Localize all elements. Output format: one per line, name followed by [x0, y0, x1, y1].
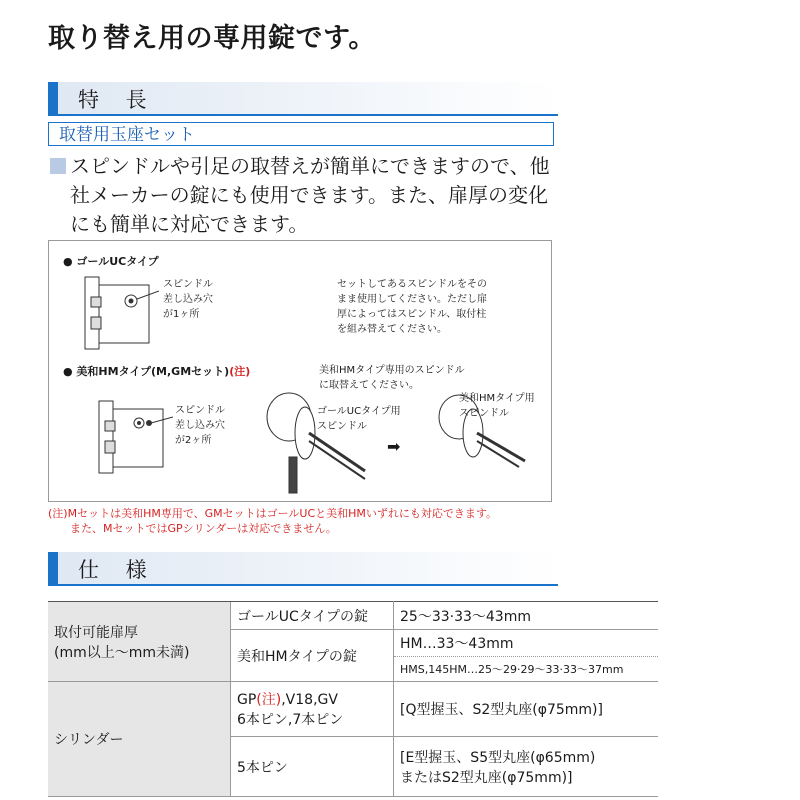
thickness-value-cell: HM…33〜43mm	[394, 630, 659, 657]
bullet-marker	[50, 158, 66, 174]
label-line: 美和HMタイプ用	[459, 393, 535, 404]
uc-lock-case-illustration	[79, 269, 159, 359]
cylinder-type-cell	[231, 682, 394, 737]
callout-line: スピンドル	[175, 405, 225, 416]
note-line: 美和HMタイプ専用のスピンドル	[319, 365, 465, 376]
cylinder-value-cell: [Q型握玉、S2型丸座(φ75mm)]	[394, 682, 659, 737]
hm-type-title-text: ● 美和HMタイプ(M,GMセット)	[63, 365, 230, 378]
cylinder-value-cell	[394, 737, 659, 797]
callout-line: 差し込み穴	[163, 294, 213, 305]
hm-type-title	[63, 363, 250, 379]
hm-lock-case-illustration	[93, 393, 173, 483]
note-line: まま使用してください。ただし扉	[337, 294, 487, 305]
specs-title: 仕 様	[78, 558, 157, 582]
callout-line: が2ヶ所	[175, 435, 212, 446]
arrow-icon: ➡	[387, 437, 401, 456]
note-line: を組み替えてください。	[337, 324, 447, 335]
footnote-line: (注)Mセットは美和HM専用で、GMセットはゴールUCと美和HMいずれにも対応できます。	[48, 507, 498, 520]
uc-spindle-label	[317, 404, 401, 434]
callout-line: 差し込み穴	[175, 420, 225, 431]
header-line: (mm以上〜mm未満)	[54, 644, 190, 661]
cylinder-type-cell: 5本ピン	[231, 737, 394, 797]
thickness-value-cell: 25〜33·33〜43mm	[394, 602, 659, 630]
callout-line: が1ヶ所	[163, 309, 200, 320]
cyl-type-text: ,V18,GV	[281, 692, 338, 708]
uc-type-title: ● ゴールUCタイプ	[63, 255, 159, 268]
spec-table	[48, 601, 658, 797]
cylinder-header: シリンダー	[48, 682, 231, 797]
features-title: 特 長	[78, 88, 157, 112]
value-line: [E型握玉、S5型丸座(φ65mm)	[400, 749, 596, 766]
note-line: 厚によってはスピンドル、取付柱	[337, 309, 487, 320]
features-section-header	[48, 82, 558, 114]
label-line: ゴールUCタイプ用	[317, 406, 401, 417]
installation-figure	[48, 240, 552, 502]
note-line: に取替えてください。	[319, 380, 419, 391]
hm-spindle-callout	[175, 403, 225, 448]
table-row	[48, 682, 658, 737]
label-line: スピンドル	[317, 421, 367, 432]
red-footnote	[48, 506, 568, 536]
body-line: にも簡単に対応できます。	[70, 212, 309, 236]
page-headline: 取り替え用の専用錠です。	[48, 23, 376, 54]
lock-type-cell: ゴールUCタイプの錠	[231, 602, 394, 630]
features-subheading: 取替用玉座セット	[48, 122, 554, 146]
door-thickness-header	[48, 602, 231, 682]
body-line: スピンドルや引足の取替えが簡単にできますので、他	[70, 154, 550, 178]
lock-type-cell: 美和HMタイプの錠	[231, 630, 394, 682]
specs-section-header	[48, 552, 558, 584]
header-line: 取付可能扉厚	[54, 624, 138, 641]
uc-instruction	[337, 277, 487, 337]
cyl-type-text: 6本ピン,7本ピン	[237, 712, 344, 728]
body-line: 社メーカーの錠にも使用できます。また、扉厚の変化	[70, 183, 548, 207]
callout-line: スピンドル	[163, 279, 213, 290]
value-line: またはS2型丸座(φ75mm)]	[400, 769, 573, 786]
hm-spindle-label	[459, 391, 535, 421]
footnote-line: また、MセットではGPシリンダーは対応できません。	[70, 522, 337, 535]
hm-type-note-mark: (注)	[229, 365, 251, 378]
table-row	[48, 602, 658, 630]
features-body	[70, 152, 560, 239]
thickness-value-cell: HMS,145HM…25〜29·29〜33·33〜37mm	[394, 657, 659, 682]
note-line: セットしてあるスピンドルをその	[337, 279, 487, 290]
cyl-note-mark: (注)	[256, 692, 282, 708]
label-line: スピンドル	[459, 408, 509, 419]
cyl-type-text: GP	[237, 692, 257, 708]
uc-spindle-callout	[163, 277, 213, 322]
